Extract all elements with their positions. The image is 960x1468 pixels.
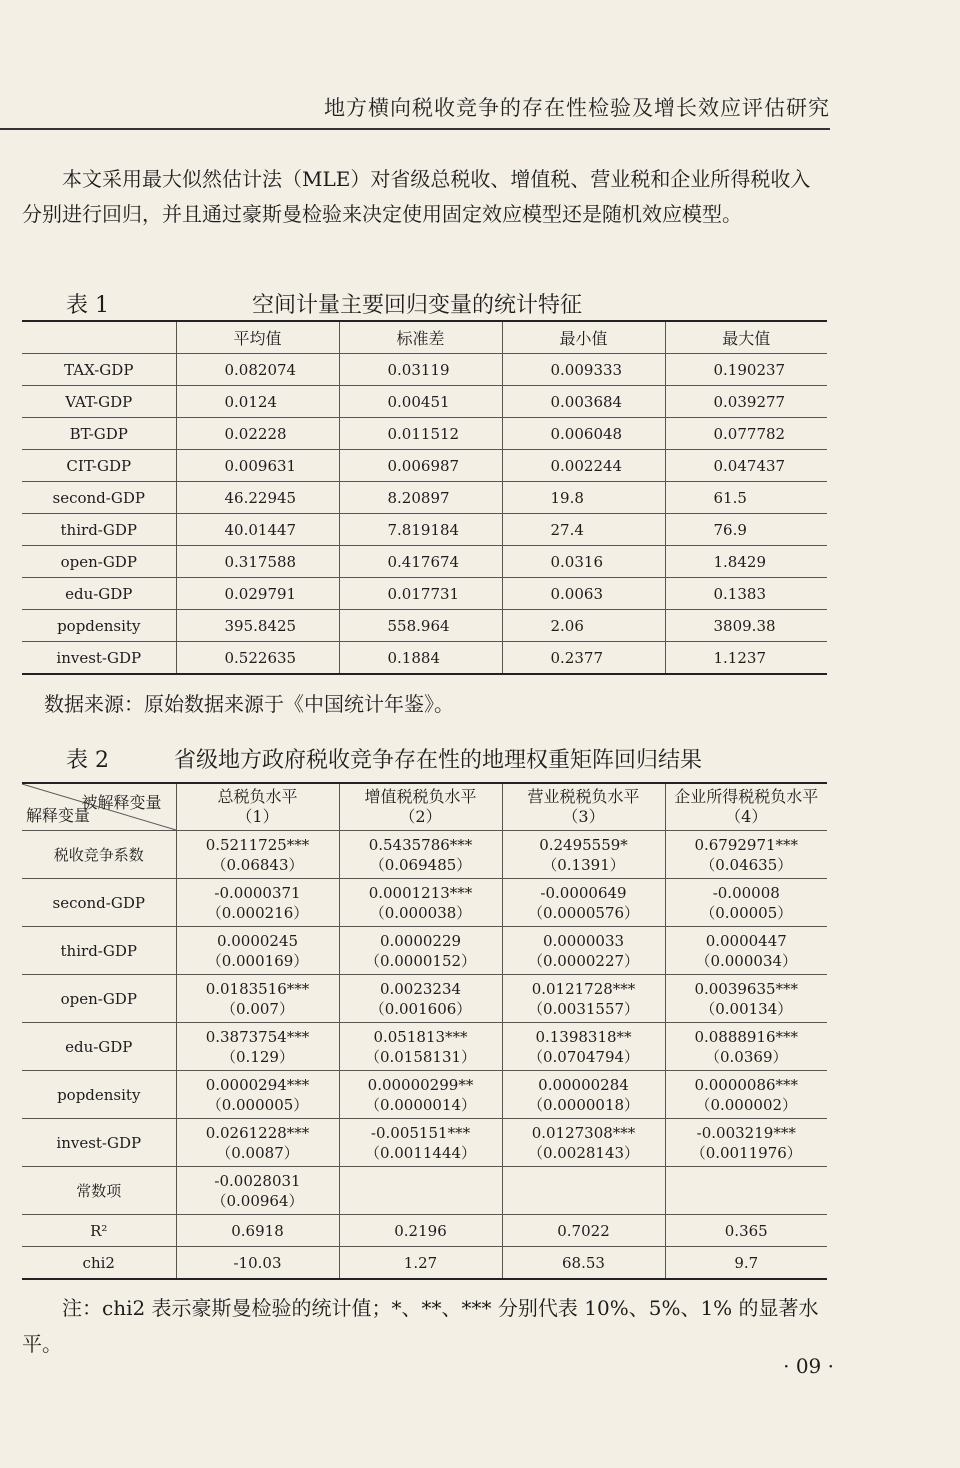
table-row	[22, 1167, 827, 1215]
coefficient: 0.0001213***	[368, 883, 473, 902]
column-index: （4）	[725, 807, 768, 826]
variable-name: third-GDP	[22, 514, 176, 546]
min-value: 0.002244	[502, 450, 665, 482]
r-squared-value: 0.6918	[176, 1215, 339, 1247]
table2-col-1	[176, 783, 339, 831]
table-row	[22, 642, 827, 675]
table1-caption	[66, 288, 766, 318]
coefficient: 0.1398318**	[535, 1027, 632, 1046]
coefficient: 0.0127308***	[531, 1123, 636, 1142]
r-squared-value: 0.7022	[502, 1215, 665, 1247]
coef-cell	[176, 1119, 339, 1167]
chi2-value: 68.53	[502, 1247, 665, 1280]
coef-cell	[176, 927, 339, 975]
std-error: （0.0000018）	[527, 1095, 640, 1114]
mean-value: 0.522635	[176, 642, 339, 675]
coef-cell	[339, 1167, 502, 1215]
sd-value: 0.417674	[339, 546, 502, 578]
coef-cell	[339, 975, 502, 1023]
std-error: （0.0087）	[216, 1143, 299, 1162]
table1-col-max: 最大值	[665, 321, 827, 354]
std-error: （0.06843）	[211, 855, 304, 874]
chi2-value: -10.03	[176, 1247, 339, 1280]
std-error: （0.0000576）	[527, 903, 640, 922]
mean-value: 40.01447	[176, 514, 339, 546]
coefficient: 0.051813***	[373, 1027, 468, 1046]
table-row	[22, 610, 827, 642]
table1-col-min: 最小值	[502, 321, 665, 354]
intro-paragraph: 本文采用最大似然估计法（MLE）对省级总税收、增值税、营业税和企业所得税收入分别进行回归，并且通过豪斯曼检验来决定使用固定效应模型还是随机效应模型。	[22, 167, 811, 226]
std-error: （0.000005）	[206, 1095, 309, 1114]
variable-name: VAT-GDP	[22, 386, 176, 418]
max-value: 0.1383	[665, 578, 827, 610]
r-squared-row	[22, 1215, 827, 1247]
sd-value: 558.964	[339, 610, 502, 642]
max-value: 61.5	[665, 482, 827, 514]
variable-name: popdensity	[22, 610, 176, 642]
coef-cell	[176, 1071, 339, 1119]
max-value: 0.047437	[665, 450, 827, 482]
column-name: 营业税税负水平	[527, 787, 640, 806]
dependent-variable-label: 被解释变量	[81, 793, 162, 812]
column-name: 总税负水平	[217, 787, 298, 806]
coef-cell	[665, 1119, 827, 1167]
coefficient: 0.0183516***	[205, 979, 310, 998]
table1-header-row	[22, 321, 827, 354]
max-value: 0.190237	[665, 354, 827, 386]
table1-col-mean: 平均值	[176, 321, 339, 354]
coef-cell	[339, 831, 502, 879]
max-value: 1.8429	[665, 546, 827, 578]
std-error: （0.000002）	[695, 1095, 798, 1114]
table-row	[22, 927, 827, 975]
table1-col-sd: 标准差	[339, 321, 502, 354]
min-value: 0.0316	[502, 546, 665, 578]
coef-cell	[502, 1119, 665, 1167]
std-error: （0.001606）	[369, 999, 472, 1018]
table-row	[22, 1071, 827, 1119]
table1-source-note: 数据来源：原始数据来源于《中国统计年鉴》。	[44, 692, 454, 716]
table-row	[22, 578, 827, 610]
variable-name: third-GDP	[22, 927, 176, 975]
table-row	[22, 386, 827, 418]
variable-name: CIT-GDP	[22, 450, 176, 482]
min-value: 0.006048	[502, 418, 665, 450]
coef-cell	[176, 1167, 339, 1215]
min-value: 2.06	[502, 610, 665, 642]
coef-cell	[502, 831, 665, 879]
variable-name: open-GDP	[22, 546, 176, 578]
table2-regression	[22, 782, 827, 1280]
coefficient: -0.003219***	[696, 1123, 796, 1142]
coefficient: 0.5435786***	[368, 835, 473, 854]
std-error: （0.007）	[221, 999, 294, 1018]
variable-name: TAX-GDP	[22, 354, 176, 386]
mean-value: 46.22945	[176, 482, 339, 514]
column-index: （2）	[399, 807, 442, 826]
coefficient: 0.0121728***	[531, 979, 636, 998]
sd-value: 8.20897	[339, 482, 502, 514]
table2-header-row	[22, 783, 827, 831]
sd-value: 7.819184	[339, 514, 502, 546]
variable-name: invest-GDP	[22, 1119, 176, 1167]
table2-col-3	[502, 783, 665, 831]
sd-value: 0.1884	[339, 642, 502, 675]
std-error: （0.0000014）	[364, 1095, 477, 1114]
std-error: （0.00964）	[211, 1191, 304, 1210]
mean-value: 0.02228	[176, 418, 339, 450]
variable-name: 常数项	[22, 1167, 176, 1215]
coef-cell	[665, 1167, 827, 1215]
chi2-row	[22, 1247, 827, 1280]
table1-statistics	[22, 320, 827, 675]
coefficient: -0.005151***	[370, 1123, 471, 1142]
r-squared-value: 0.365	[665, 1215, 827, 1247]
table-row	[22, 879, 827, 927]
mean-value: 0.009631	[176, 450, 339, 482]
std-error: （0.0158131）	[364, 1047, 477, 1066]
coefficient: 0.0888916***	[694, 1027, 799, 1046]
coef-cell	[339, 1119, 502, 1167]
min-value: 0.003684	[502, 386, 665, 418]
sd-value: 0.006987	[339, 450, 502, 482]
header-rule	[0, 128, 830, 130]
coefficient: -0.0028031	[214, 1171, 301, 1190]
coefficient: 0.0000245	[216, 931, 299, 950]
max-value: 76.9	[665, 514, 827, 546]
std-error: （0.0000152）	[364, 951, 477, 970]
variable-name: invest-GDP	[22, 642, 176, 675]
max-value: 3809.38	[665, 610, 827, 642]
min-value: 27.4	[502, 514, 665, 546]
coef-cell	[665, 927, 827, 975]
mean-value: 0.0124	[176, 386, 339, 418]
std-error: （0.000216）	[206, 903, 309, 922]
std-error: （0.0704794）	[527, 1047, 640, 1066]
variable-name: edu-GDP	[22, 1023, 176, 1071]
variable-name: second-GDP	[22, 879, 176, 927]
coefficient: 0.0000447	[705, 931, 787, 950]
coefficient: 0.2495559*	[539, 835, 628, 854]
coef-cell	[665, 879, 827, 927]
std-error: （0.0011976）	[690, 1143, 802, 1162]
table2-number: 表 2	[66, 748, 109, 773]
table-row	[22, 546, 827, 578]
coef-cell	[176, 831, 339, 879]
min-value: 0.0063	[502, 578, 665, 610]
table2-corner-cell	[22, 783, 176, 831]
std-error: （0.00134）	[700, 999, 793, 1018]
sd-value: 0.011512	[339, 418, 502, 450]
max-value: 1.1237	[665, 642, 827, 675]
sd-value: 0.03119	[339, 354, 502, 386]
table2-note: 注：chi2 表示豪斯曼检验的统计值；*、**、*** 分别代表 10%、5%、1% 的显著水平。	[22, 1296, 819, 1356]
coefficient: 0.0000229	[379, 931, 462, 950]
mean-value: 0.082074	[176, 354, 339, 386]
std-error: （0.0028143）	[527, 1143, 640, 1162]
coef-cell	[665, 1023, 827, 1071]
mean-value: 0.317588	[176, 546, 339, 578]
sd-value: 0.017731	[339, 578, 502, 610]
table-row	[22, 482, 827, 514]
coefficient: -0.00008	[712, 883, 780, 902]
sd-value: 0.00451	[339, 386, 502, 418]
table-row	[22, 418, 827, 450]
variable-name: open-GDP	[22, 975, 176, 1023]
coef-cell	[339, 927, 502, 975]
coefficient: 0.00000299**	[367, 1075, 474, 1094]
column-index: （3）	[562, 807, 605, 826]
explanatory-variable-label: 解释变量	[26, 806, 91, 825]
min-value: 0.009333	[502, 354, 665, 386]
std-error: （0.000169）	[206, 951, 309, 970]
coef-cell	[665, 1071, 827, 1119]
table2-col-4	[665, 783, 827, 831]
max-value: 0.039277	[665, 386, 827, 418]
running-title: 地方横向税收竞争的存在性检验及增长效应评估研究	[324, 96, 830, 120]
table-row	[22, 354, 827, 386]
table-row	[22, 1119, 827, 1167]
max-value: 0.077782	[665, 418, 827, 450]
table-row	[22, 450, 827, 482]
std-error: （0.0000227）	[527, 951, 640, 970]
chi2-value: 9.7	[665, 1247, 827, 1280]
coefficient: -0.0000649	[540, 883, 627, 902]
std-error: （0.0031557）	[527, 999, 640, 1018]
std-error: （0.04635）	[700, 855, 793, 874]
std-error: （0.000034）	[695, 951, 798, 970]
table-row	[22, 514, 827, 546]
coefficient: 0.0261228***	[205, 1123, 310, 1142]
table2-title: 省级地方政府税收竞争存在性的地理权重矩阵回归结果	[174, 748, 703, 773]
coef-cell	[339, 1023, 502, 1071]
column-name: 增值税税负水平	[364, 787, 477, 806]
variable-name: popdensity	[22, 1071, 176, 1119]
coef-cell	[665, 831, 827, 879]
page-number: · 09 ·	[783, 1354, 834, 1378]
coefficient: 0.0000294***	[205, 1075, 310, 1094]
table1-corner	[22, 321, 176, 354]
variable-name: 税收竞争系数	[22, 831, 176, 879]
std-error: （0.0011444）	[364, 1143, 477, 1162]
table-row	[22, 975, 827, 1023]
std-error: （0.0369）	[705, 1047, 788, 1066]
coefficient: -0.0000371	[214, 883, 301, 902]
chi2-value: 1.27	[339, 1247, 502, 1280]
min-value: 0.2377	[502, 642, 665, 675]
coefficient: 0.3873754***	[205, 1027, 310, 1046]
column-name: 企业所得税税负水平	[674, 787, 819, 806]
coef-cell	[339, 879, 502, 927]
table-row	[22, 831, 827, 879]
coef-cell	[502, 1071, 665, 1119]
mean-value: 395.8425	[176, 610, 339, 642]
coef-cell	[665, 975, 827, 1023]
coefficient: 0.0000033	[542, 931, 625, 950]
coef-cell	[502, 1167, 665, 1215]
coef-cell	[176, 879, 339, 927]
std-error: （0.069485）	[369, 855, 472, 874]
r-squared-value: 0.2196	[339, 1215, 502, 1247]
coefficient: 0.6792971***	[694, 835, 799, 854]
table-row	[22, 1023, 827, 1071]
std-error: （0.00005）	[700, 903, 793, 922]
coef-cell	[502, 975, 665, 1023]
table1-title: 空间计量主要回归变量的统计特征	[252, 293, 583, 318]
variable-name: BT-GDP	[22, 418, 176, 450]
std-error: （0.1391）	[542, 855, 625, 874]
table2-col-2	[339, 783, 502, 831]
table2-caption	[66, 743, 766, 773]
coefficient: 0.00000284	[538, 1075, 629, 1094]
variable-name: chi2	[22, 1247, 176, 1280]
variable-name: second-GDP	[22, 482, 176, 514]
mean-value: 0.029791	[176, 578, 339, 610]
coefficient: 0.0039635***	[694, 979, 799, 998]
variable-name: edu-GDP	[22, 578, 176, 610]
coefficient: 0.0023234	[379, 979, 462, 998]
coef-cell	[339, 1071, 502, 1119]
coef-cell	[176, 975, 339, 1023]
coefficient: 0.0000086***	[694, 1075, 799, 1094]
coefficient: 0.5211725***	[205, 835, 310, 854]
coef-cell	[502, 879, 665, 927]
coef-cell	[502, 1023, 665, 1071]
min-value: 19.8	[502, 482, 665, 514]
coef-cell	[176, 1023, 339, 1071]
column-index: （1）	[236, 807, 279, 826]
variable-name: R²	[22, 1215, 176, 1247]
std-error: （0.000038）	[369, 903, 472, 922]
std-error: （0.129）	[221, 1047, 294, 1066]
coef-cell	[502, 927, 665, 975]
table1-number: 表 1	[66, 293, 109, 318]
